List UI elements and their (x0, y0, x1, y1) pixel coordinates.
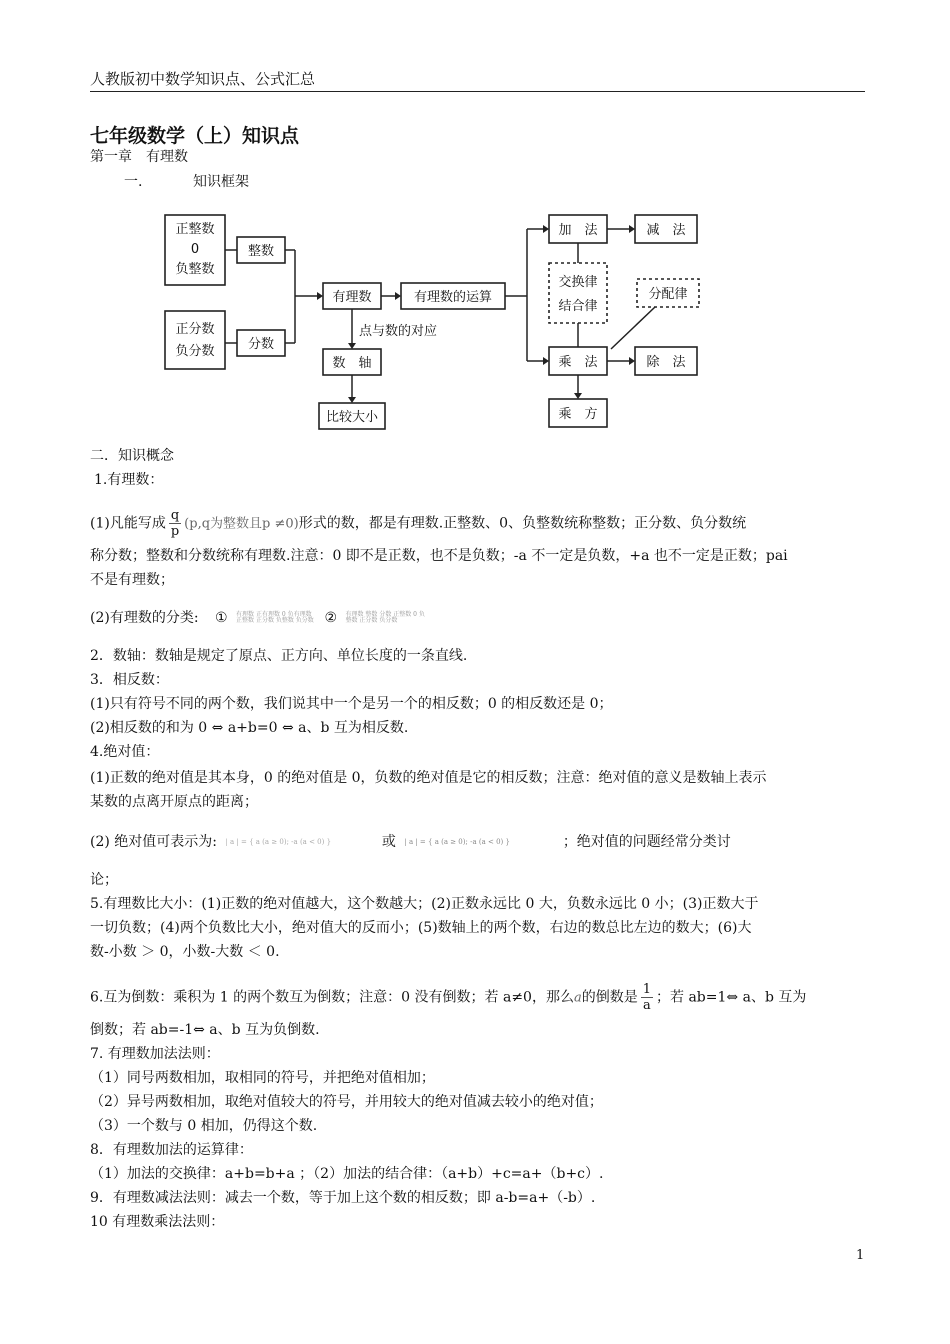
circle-2: ② (324, 610, 338, 626)
operations-label: 有理数的运算 (413, 290, 493, 305)
item-7-title: 7. 有理数加法法则： (90, 1046, 220, 1062)
item-6-mid: 的倒数是 (581, 989, 638, 1006)
label-positive-fraction: 正分数 (175, 322, 215, 337)
item-3-2: (2)相反数的和为 0 ⇔ a+b=0 ⇔ a、b 互为相反数. (90, 720, 409, 736)
distributive-label: 分配律 (648, 287, 688, 302)
item-3-title: 3．相反数： (90, 672, 169, 688)
power-label: 乘 方 (558, 407, 598, 422)
item-1-1-line2: 称分数；整数和分数统称有理数.注意：0 即不是正数，也不是负数；-a 不一定是负数，+a 也不一定是正数；pai (90, 548, 788, 564)
classification-2-formula: 有理数 整数 分数 正整数 0 负整数 正分数 负分数 (345, 611, 425, 624)
label-positive-integer: 正整数 (175, 222, 215, 237)
item-1-title: 1.有理数： (94, 472, 164, 488)
label-negative-integer: 负整数 (175, 262, 215, 277)
fraction-denominator: p (170, 524, 180, 539)
item-7-3: （3）一个数与 0 相加，仍得这个数. (90, 1118, 318, 1134)
abs-formula-1: | a | = { a (a ≥ 0); -a (a < 0) } (225, 838, 332, 846)
item-8-title: 8．有理数加法的运算律： (90, 1142, 253, 1158)
division-label: 除 法 (646, 355, 686, 370)
page-header (90, 66, 865, 92)
item-5-line1: 5.有理数比大小：(1)正数的绝对值越大，这个数越大；(2)正数永远比 0 大，负数永远比 0 小；(3)正数大于 (90, 896, 759, 912)
label-negative-fraction: 负分数 (175, 344, 215, 359)
item-6-line1 (90, 982, 806, 1013)
item-7-1: （1）同号两数相加，取相同的符号，并把绝对值相加； (90, 1070, 435, 1086)
fraction-numerator: q (170, 508, 180, 523)
item-2: 2．数轴：数轴是规定了原点、正方向、单位长度的一条直线. (90, 648, 468, 664)
item-1-1-line3: 不是有理数； (90, 572, 174, 588)
item-6-prefix: 6.互为倒数：乘积为 1 的两个数互为倒数；注意：0 没有倒数；若 a≠0，那么 (90, 989, 574, 1006)
q-over-p-fraction (169, 508, 181, 539)
number-line-label: 数 轴 (332, 356, 372, 371)
item-5-line3: 数-小数 ＞ 0，小数-大数 ＜ 0. (90, 944, 280, 960)
classification-1-formula: 有理数 正有理数 0 负有理数 正整数 正分数 负整数 负分数 (236, 611, 314, 624)
item-10-title: 10 有理数乘法法则： (90, 1214, 225, 1230)
item-4-2-end: 论； (90, 872, 118, 888)
item-4-2-prefix: (2) 绝对值可表示为: (90, 834, 217, 850)
item-6-a: a (573, 990, 582, 1006)
correspondence-label: 点与数的对应 (359, 324, 438, 339)
item-5-line2: 一切负数；(4)两个负数比大小，绝对值大的反而小；(5)数轴上的两个数，右边的数总比左边的数大；(6)大 (90, 920, 752, 936)
fraction-condition: (p,q为整数且p ≠0) (184, 516, 299, 532)
commutative-law-label: 交换律 (558, 275, 598, 290)
rational-number-label: 有理数 (332, 290, 372, 305)
chapter-heading: 第一章 有理数 (90, 149, 188, 165)
fractions-group-box (165, 311, 225, 369)
item-1-1-line1 (90, 508, 746, 539)
item-1-1-prefix: (1)凡能写成 (90, 515, 166, 532)
multiplication-label: 乘 法 (558, 355, 598, 370)
item-4-title: 4.绝对值： (90, 744, 160, 760)
section-1-label: 知识框架 (193, 174, 249, 190)
item-6-line2: 倒数；若 ab=-1⇔ a、b 互为负倒数. (90, 1022, 320, 1038)
item-4-2-suffix: ；绝对值的问题经常分类讨 (562, 834, 731, 850)
reciprocal-numerator: 1 (642, 982, 652, 997)
item-7-2: （2）异号两数相加，取绝对值较大的符号，并用较大的绝对值减去较小的绝对值； (90, 1094, 603, 1110)
one-over-a-fraction (641, 982, 653, 1013)
item-1-2-prefix: (2)有理数的分类: (90, 610, 199, 626)
abs-formula-2: | a | = { a (a ≥ 0); -a (a < 0) } (404, 838, 510, 846)
item-3-1: (1)只有符号不同的两个数，我们说其中一个是另一个的相反数；0 的相反数还是 0； (90, 696, 613, 712)
item-1-2-line (90, 608, 430, 628)
header-text: 人教版初中数学知识点、公式汇总 (90, 70, 316, 88)
compare-label: 比较大小 (325, 410, 379, 425)
item-4-2-line (90, 832, 731, 852)
reciprocal-denominator: a (642, 998, 651, 1013)
item-9: 9．有理数减法法则：减去一个数，等于加上这个数的相反数；即 a-b=a+（-b）. (90, 1190, 596, 1206)
item-8-1: （1）加法的交换律：a+b=b+a ；（2）加法的结合律：（a+b）+c=a+（b+c）. (90, 1166, 604, 1182)
item-4-1-line1: (1)正数的绝对值是其本身，0 的绝对值是 0，负数的绝对值是它的相反数；注意：绝对值的意义是数轴上表示 (90, 770, 767, 786)
integer-label: 整数 (247, 244, 275, 259)
section-2-heading: 二．知识概念 (90, 448, 174, 464)
item-1-1-rest: 形式的数，都是有理数.正整数、0、负整数统称整数；正分数、负分数统 (298, 515, 747, 532)
laws-dashed-box (549, 263, 607, 323)
section-1-number: 一. (124, 174, 143, 190)
label-zero: 0 (190, 242, 200, 257)
page-number: 1 (856, 1248, 865, 1263)
knowledge-framework-diagram (155, 193, 715, 438)
item-4-2-or: 或 (381, 834, 396, 850)
circle-1: ① (215, 610, 228, 626)
associative-law-label: 结合律 (558, 299, 598, 314)
item-6-suffix: ；若 ab=1⇔ a、b 互为 (656, 989, 807, 1006)
item-4-1-line2: 某数的点离开原点的距离； (90, 794, 258, 810)
document-title: 七年级数学（上）知识点 (90, 125, 300, 147)
fraction-label: 分数 (247, 337, 275, 352)
addition-label: 加 法 (558, 223, 598, 238)
subtraction-label: 减 法 (646, 223, 686, 238)
